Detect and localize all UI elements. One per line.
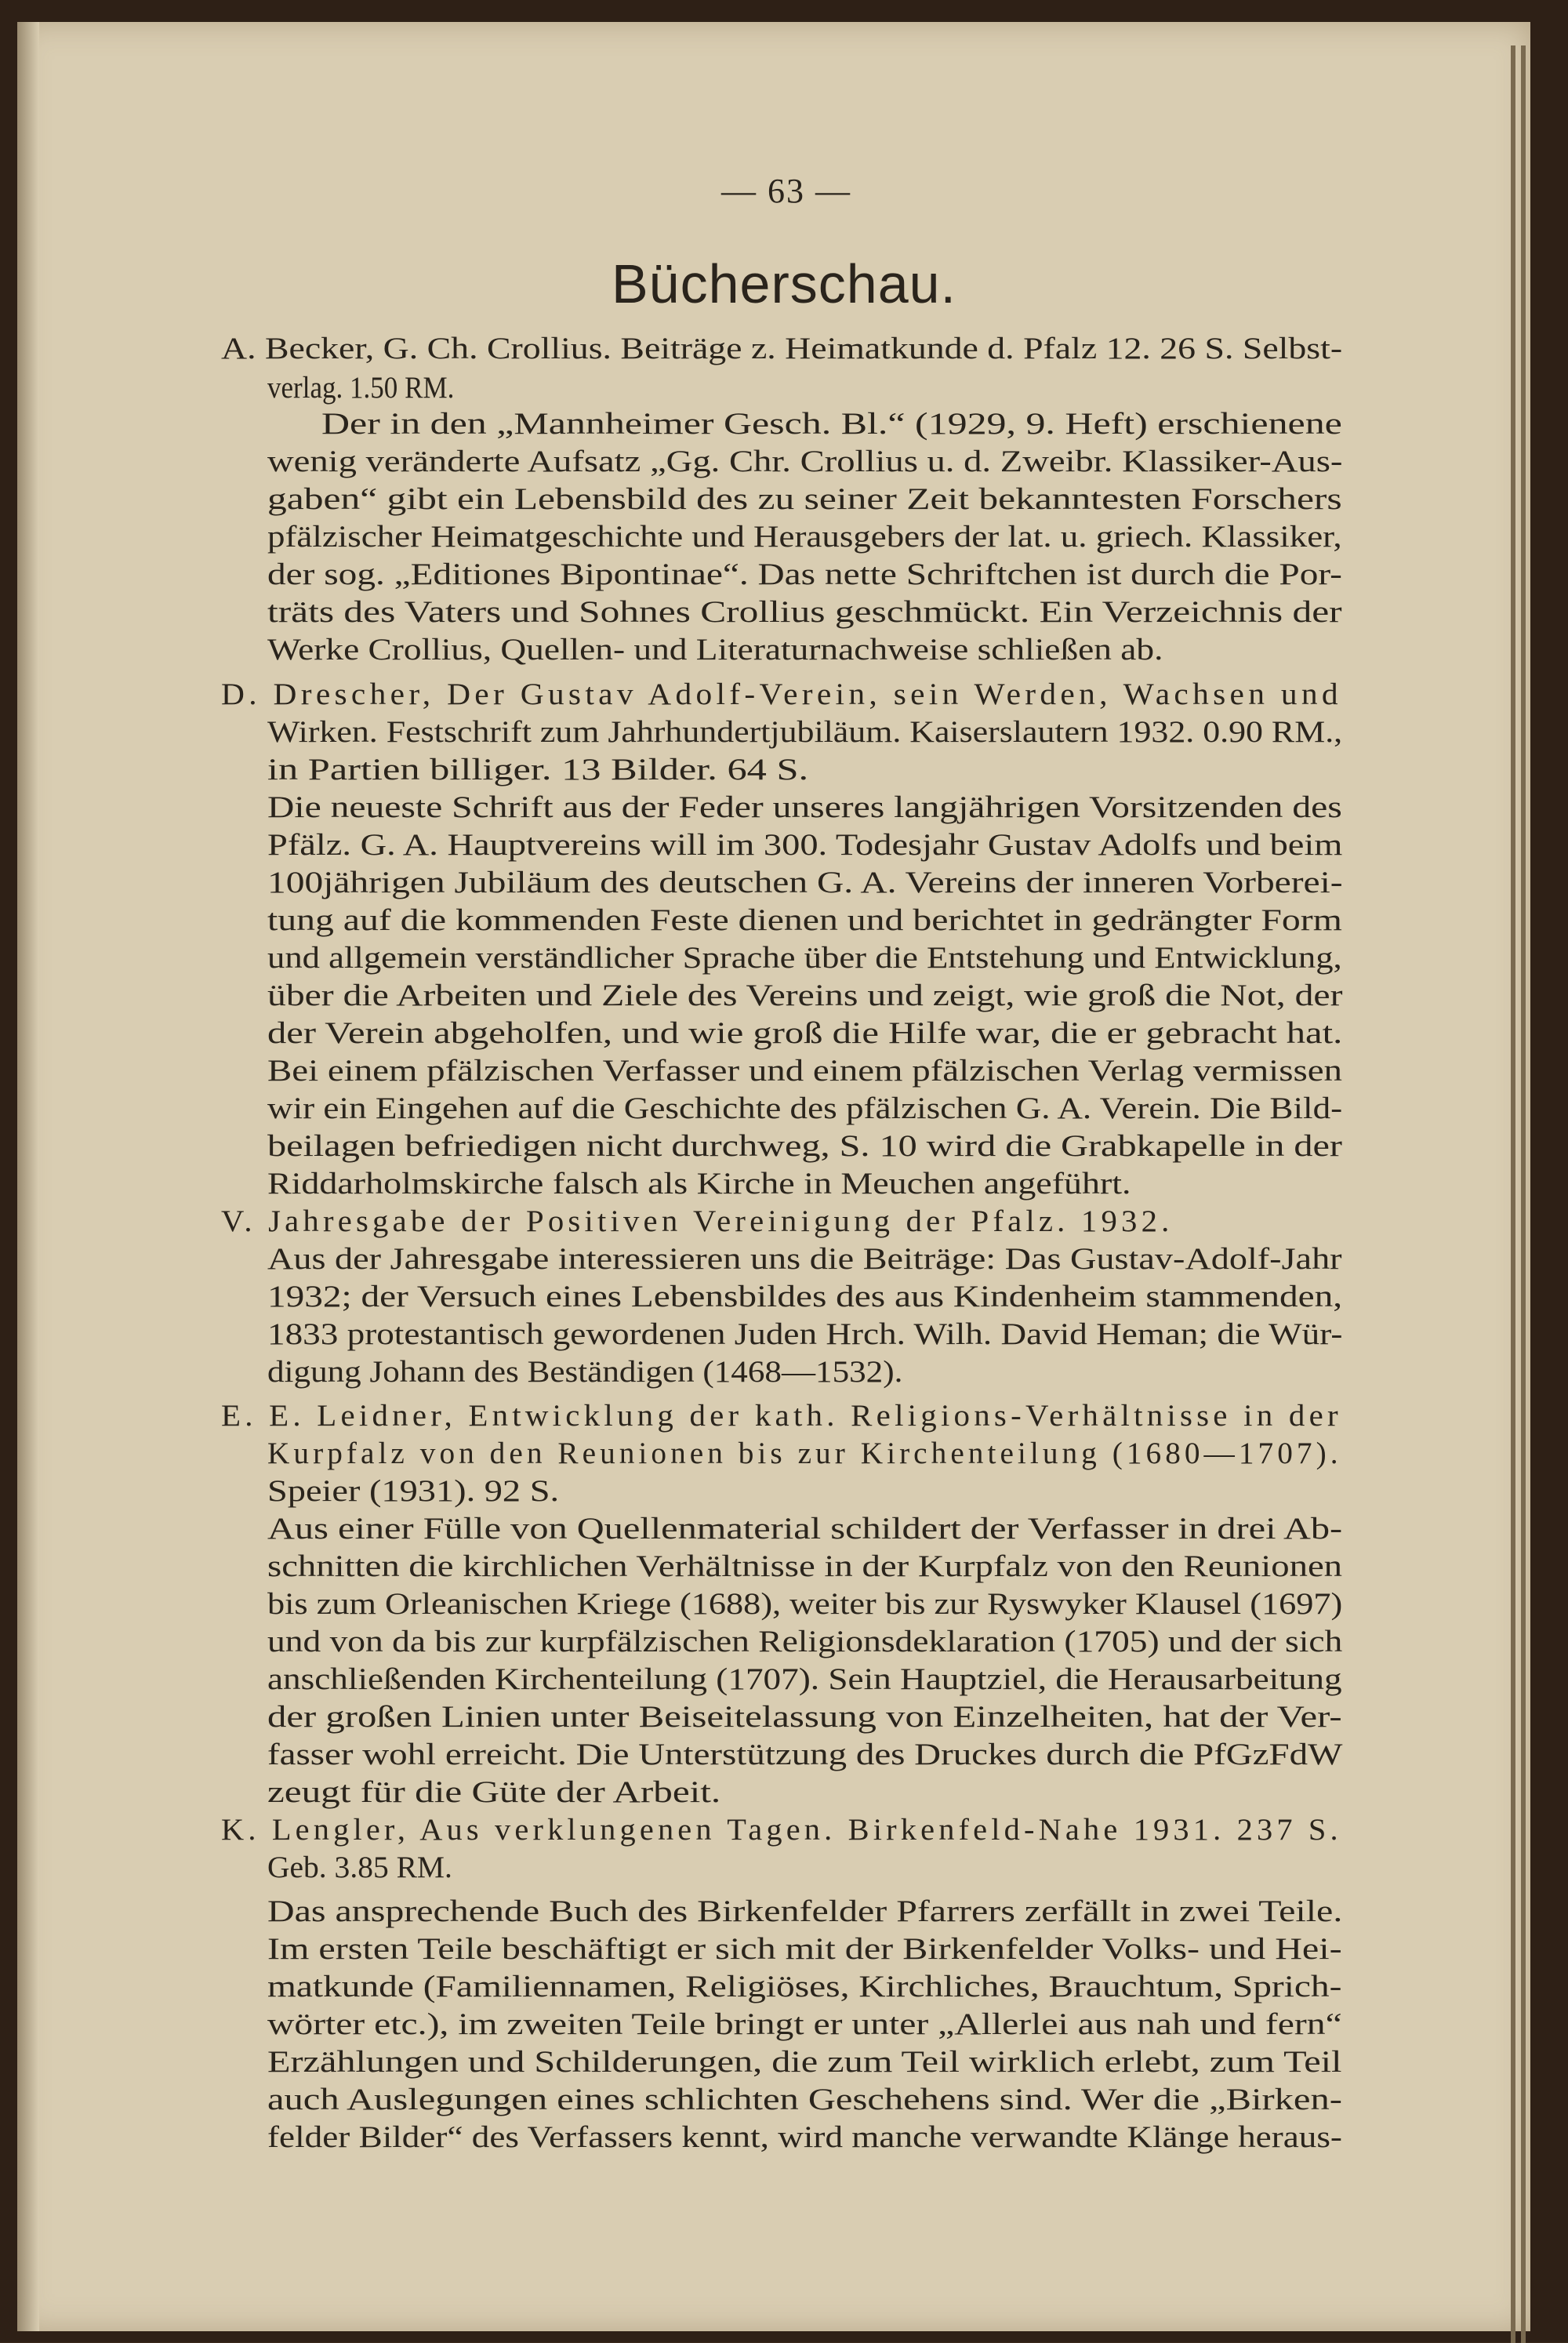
text-line: pfälzischer Heimatgeschichte und Herausgebers der lat. u. griech. Klassiker,: [267, 520, 1342, 554]
text-line: D. Drescher, Der Gustav Adolf-Verein, sein Werden, Wachsen und: [221, 677, 1342, 711]
text-line: 100jährigen Jubiläum des deutschen G. A. Vereins der inneren Vorberei-: [267, 866, 1343, 899]
text-line: über die Arbeiten und Ziele des Vereins und zeigt, wie groß die Not, der: [267, 979, 1343, 1012]
text-line: schnitten die kirchlichen Verhältnisse in der Kurpfalz von den Reunionen: [267, 1549, 1343, 1583]
text-line: und allgemein verständlicher Sprache über die Entstehung und Entwicklung,: [267, 941, 1342, 975]
page-edge-1: [1511, 45, 1515, 2343]
text-line: der sog. „Editiones Bipontinae“. Das nette Schriftchen ist durch die Por-: [267, 558, 1342, 591]
text-line: E. E. Leidner, Entwicklung der kath. Religions-Verhältnisse in der: [221, 1399, 1342, 1433]
text-line: träts des Vaters und Sohnes Crollius geschmückt. Ein Verzeichnis der: [267, 595, 1342, 629]
text-line: matkunde (Familiennamen, Religiöses, Kirchliches, Brauchtum, Sprich-: [267, 1970, 1342, 2003]
text-line: bis zum Orleanischen Kriege (1688), weiter bis zur Ryswyker Klausel (1697): [267, 1587, 1343, 1621]
text-line: Aus der Jahresgabe interessieren uns die Beiträge: Das Gustav-Adolf-Jahr: [267, 1242, 1342, 1276]
text-line: Bei einem pfälzischen Verfasser und einem pfälzischen Verlag vermissen: [267, 1054, 1342, 1088]
text-line: anschließenden Kirchenteilung (1707). Sein Hauptziel, die Herausarbeitung: [267, 1662, 1342, 1696]
text-line: Der in den „Mannheimer Gesch. Bl.“ (1929, 9. Heft) erschienene: [321, 407, 1342, 441]
text-line: digung Johann des Beständigen (1468—1532).: [267, 1355, 903, 1389]
text-line: verlag. 1.50 RM.: [267, 371, 455, 405]
text-line: in Partien billiger. 13 Bilder. 64 S.: [267, 753, 809, 786]
text-line: Pfälz. G. A. Hauptvereins will im 300. Todesjahr Gustav Adolfs und beim: [267, 828, 1343, 862]
text-line: der Verein abgeholfen, und wie groß die Hilfe war, die er gebracht hat.: [267, 1016, 1343, 1050]
text-line: tung auf die kommenden Feste dienen und berichtet in gedrängter Form: [267, 903, 1342, 937]
text-line: Wirken. Festschrift zum Jahrhundertjubiläum. Kaiserslautern 1932. 0.90 RM.,: [267, 715, 1343, 749]
text-line: Kurpfalz von den Reunionen bis zur Kirchenteilung (1680—1707).: [267, 1437, 1342, 1470]
text-line: auch Auslegungen eines schlichten Geschehens sind. Wer die „Birken-: [267, 2083, 1342, 2116]
text-line: der großen Linien unter Beiseitelassung von Einzelheiten, hat der Ver-: [267, 1700, 1342, 1734]
text-line: beilagen befriedigen nicht durchweg, S. 10 wird die Grabkapelle in der: [267, 1129, 1342, 1163]
text-line: Im ersten Teile beschäftigt er sich mit der Birkenfelder Volks- und Hei-: [267, 1932, 1342, 1966]
text-line: gaben“ gibt ein Lebensbild des zu seiner Zeit bekanntesten Forschers: [267, 482, 1342, 516]
text-line: wir ein Eingehen auf die Geschichte des pfälzischen G. A. Verein. Die Bild-: [267, 1092, 1343, 1125]
text-line: wenig veränderte Aufsatz „Gg. Chr. Crollius u. d. Zweibr. Klassiker-Aus-: [267, 445, 1343, 478]
text-line: 1932; der Versuch eines Lebensbildes des aus Kindenheim stammenden,: [267, 1280, 1343, 1313]
text-line: wörter etc.), im zweiten Teile bringt er unter „Allerlei aus nah und fern“: [267, 2007, 1342, 2041]
text-line: K. Lengler, Aus verklungenen Tagen. Birkenfeld-Nahe 1931. 237 S.: [221, 1813, 1342, 1847]
text-line: Die neueste Schrift aus der Feder unseres langjährigen Vorsitzenden des: [267, 790, 1342, 824]
text-line: Riddarholmskirche falsch als Kirche in Meuchen angeführt.: [267, 1167, 1131, 1201]
text-line: Geb. 3.85 RM.: [267, 1851, 452, 1884]
page-edge-2: [1521, 45, 1526, 2343]
text-line: zeugt für die Güte der Arbeit.: [267, 1775, 721, 1809]
text-line: Werke Crollius, Quellen- und Literaturnachweise schließen ab.: [267, 633, 1163, 667]
text-line: fasser wohl erreicht. Die Unterstützung des Druckes durch die PfGzFdW: [267, 1738, 1343, 1771]
text-line: Das ansprechende Buch des Birkenfelder Pfarrers zerfällt in zwei Teile.: [267, 1894, 1343, 1928]
page-number: — 63 —: [721, 172, 851, 210]
text-line: A. Becker, G. Ch. Crollius. Beiträge z. Heimatkunde d. Pfalz 12. 26 S. Selbst-: [221, 332, 1343, 365]
text-line: Erzählungen und Schilderungen, die zum Teil wirklich erlebt, zum Teil: [267, 2045, 1342, 2079]
text-line: felder Bilder“ des Verfassers kennt, wird manche verwandte Klänge heraus-: [267, 2120, 1342, 2154]
text-line: 1833 protestantisch gewordenen Juden Hrch. Wilh. David Heman; die Wür-: [267, 1317, 1343, 1351]
section-heading: Bücherschau.: [611, 253, 957, 314]
text-line: Aus einer Fülle von Quellenmaterial schildert der Verfasser in drei Ab-: [267, 1512, 1343, 1546]
text-line: und von da bis zur kurpfälzischen Religionsdeklaration (1705) und der sich: [267, 1625, 1343, 1658]
text-line: Speier (1931). 92 S.: [267, 1474, 560, 1508]
page-gutter: [17, 22, 39, 2331]
text-line: V. Jahresgabe der Positiven Vereinigung der Pfalz. 1932.: [221, 1204, 1174, 1238]
